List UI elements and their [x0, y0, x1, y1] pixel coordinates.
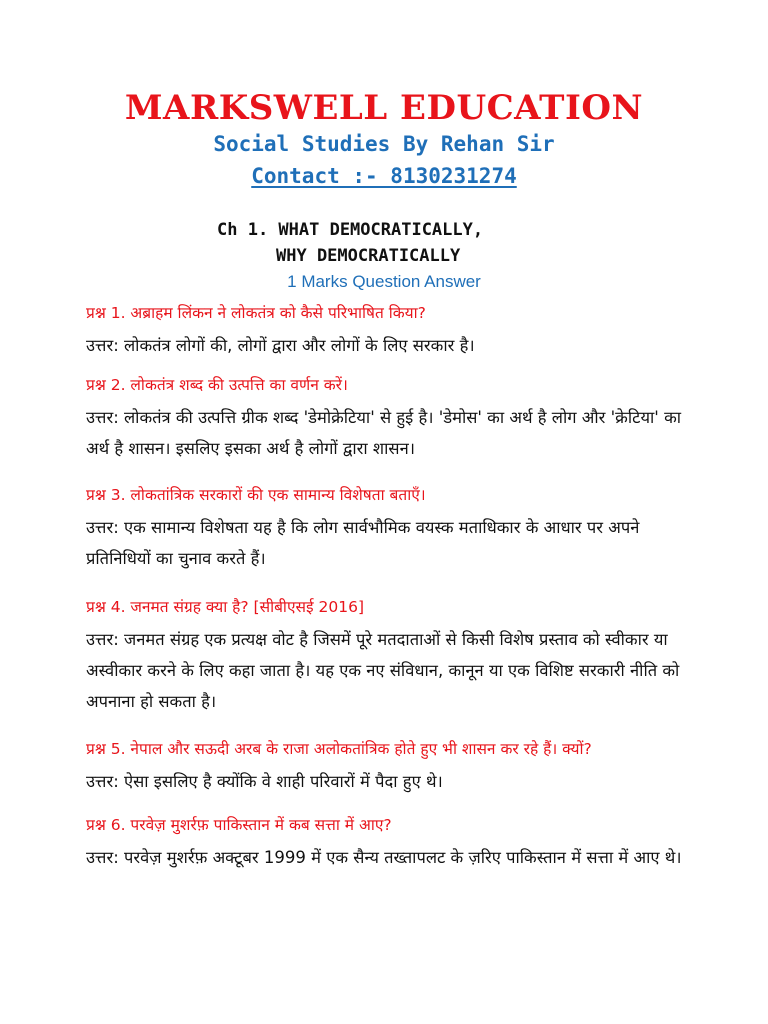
qa-item-4 [86, 596, 706, 717]
qa-item-5 [86, 738, 706, 797]
answer-1: उत्तर: लोकतंत्र लोगों की, लोगों द्वारा और लोगों के लिए सरकार है। [86, 336, 475, 355]
chapter-title-line1: Ch 1. WHAT DEMOCRATICALLY, [217, 220, 484, 240]
question-5: प्रश्न 5. नेपाल और सऊदी अरब के राजा अलोकतांत्रिक होते हुए भी शासन कर रहे हैं। क्यों? [86, 740, 592, 758]
qa-item-6 [86, 814, 706, 873]
answer-3: उत्तर: एक सामान्य विशेषता यह है कि लोग सार्वभौमिक वयस्क मताधिकार के आधार पर अपने प्रतिनिधियों का चुनाव करते हैं। [86, 518, 640, 568]
question-3: प्रश्न 3. लोकतांत्रिक सरकारों की एक सामान्य विशेषता बताएँ। [86, 486, 426, 504]
qa-item-2 [86, 374, 706, 464]
subtitle: Social Studies By Rehan Sir [213, 132, 555, 156]
section-heading: 1 Marks Question Answer [287, 272, 481, 291]
answer-4: उत्तर: जनमत संग्रह एक प्रत्यक्ष वोट है जिसमें पूरे मतदाताओं से किसी विशेष प्रस्ताव को स्वीकार या अस्वीकार करने के लिए कहा जाता है। यह एक नए संविधान, कानून या एक विशिष्ट सरकारी नीति को अपनाना हो सकता है। [86, 630, 680, 711]
question-1: प्रश्न 1. अब्राहम लिंकन ने लोकतंत्र को कैसे परिभाषित किया? [86, 304, 426, 322]
qa-item-3 [86, 484, 706, 574]
contact-text: Contact :- 8130231274 [251, 164, 517, 188]
answer-6: उत्तर: परवेज़ मुशर्रफ़ अक्टूबर 1999 में एक सैन्य तख्तापलट के ज़रिए पाकिस्तान में सत्ता में आए थे। [86, 848, 682, 867]
question-6: प्रश्न 6. परवेज़ मुशर्रफ़ पाकिस्तान में कब सत्ता में आए? [86, 816, 392, 834]
answer-2: उत्तर: लोकतंत्र की उत्पत्ति ग्रीक शब्द 'डेमोक्रेटिया' से हुई है। 'डेमोस' का अर्थ है लोग और 'क्रेटिया' का अर्थ है शासन। इसलिए इसका अर्थ है लोगों द्वारा शासन। [86, 408, 682, 458]
contact-line [0, 164, 768, 188]
question-2: प्रश्न 2. लोकतंत्र शब्द की उत्पत्ति का वर्णन करें। [86, 376, 348, 394]
page-title: MARKSWELL EDUCATION [124, 88, 644, 128]
question-4: प्रश्न 4. जनमत संग्रह क्या है? [सीबीएसई 2016] [86, 598, 365, 616]
answer-5: उत्तर: ऐसा इसलिए है क्योंकि वे शाही परिवारों में पैदा हुए थे। [86, 772, 443, 791]
chapter-title-line2: WHY DEMOCRATICALLY [276, 246, 461, 266]
qa-item-1 [86, 302, 706, 361]
